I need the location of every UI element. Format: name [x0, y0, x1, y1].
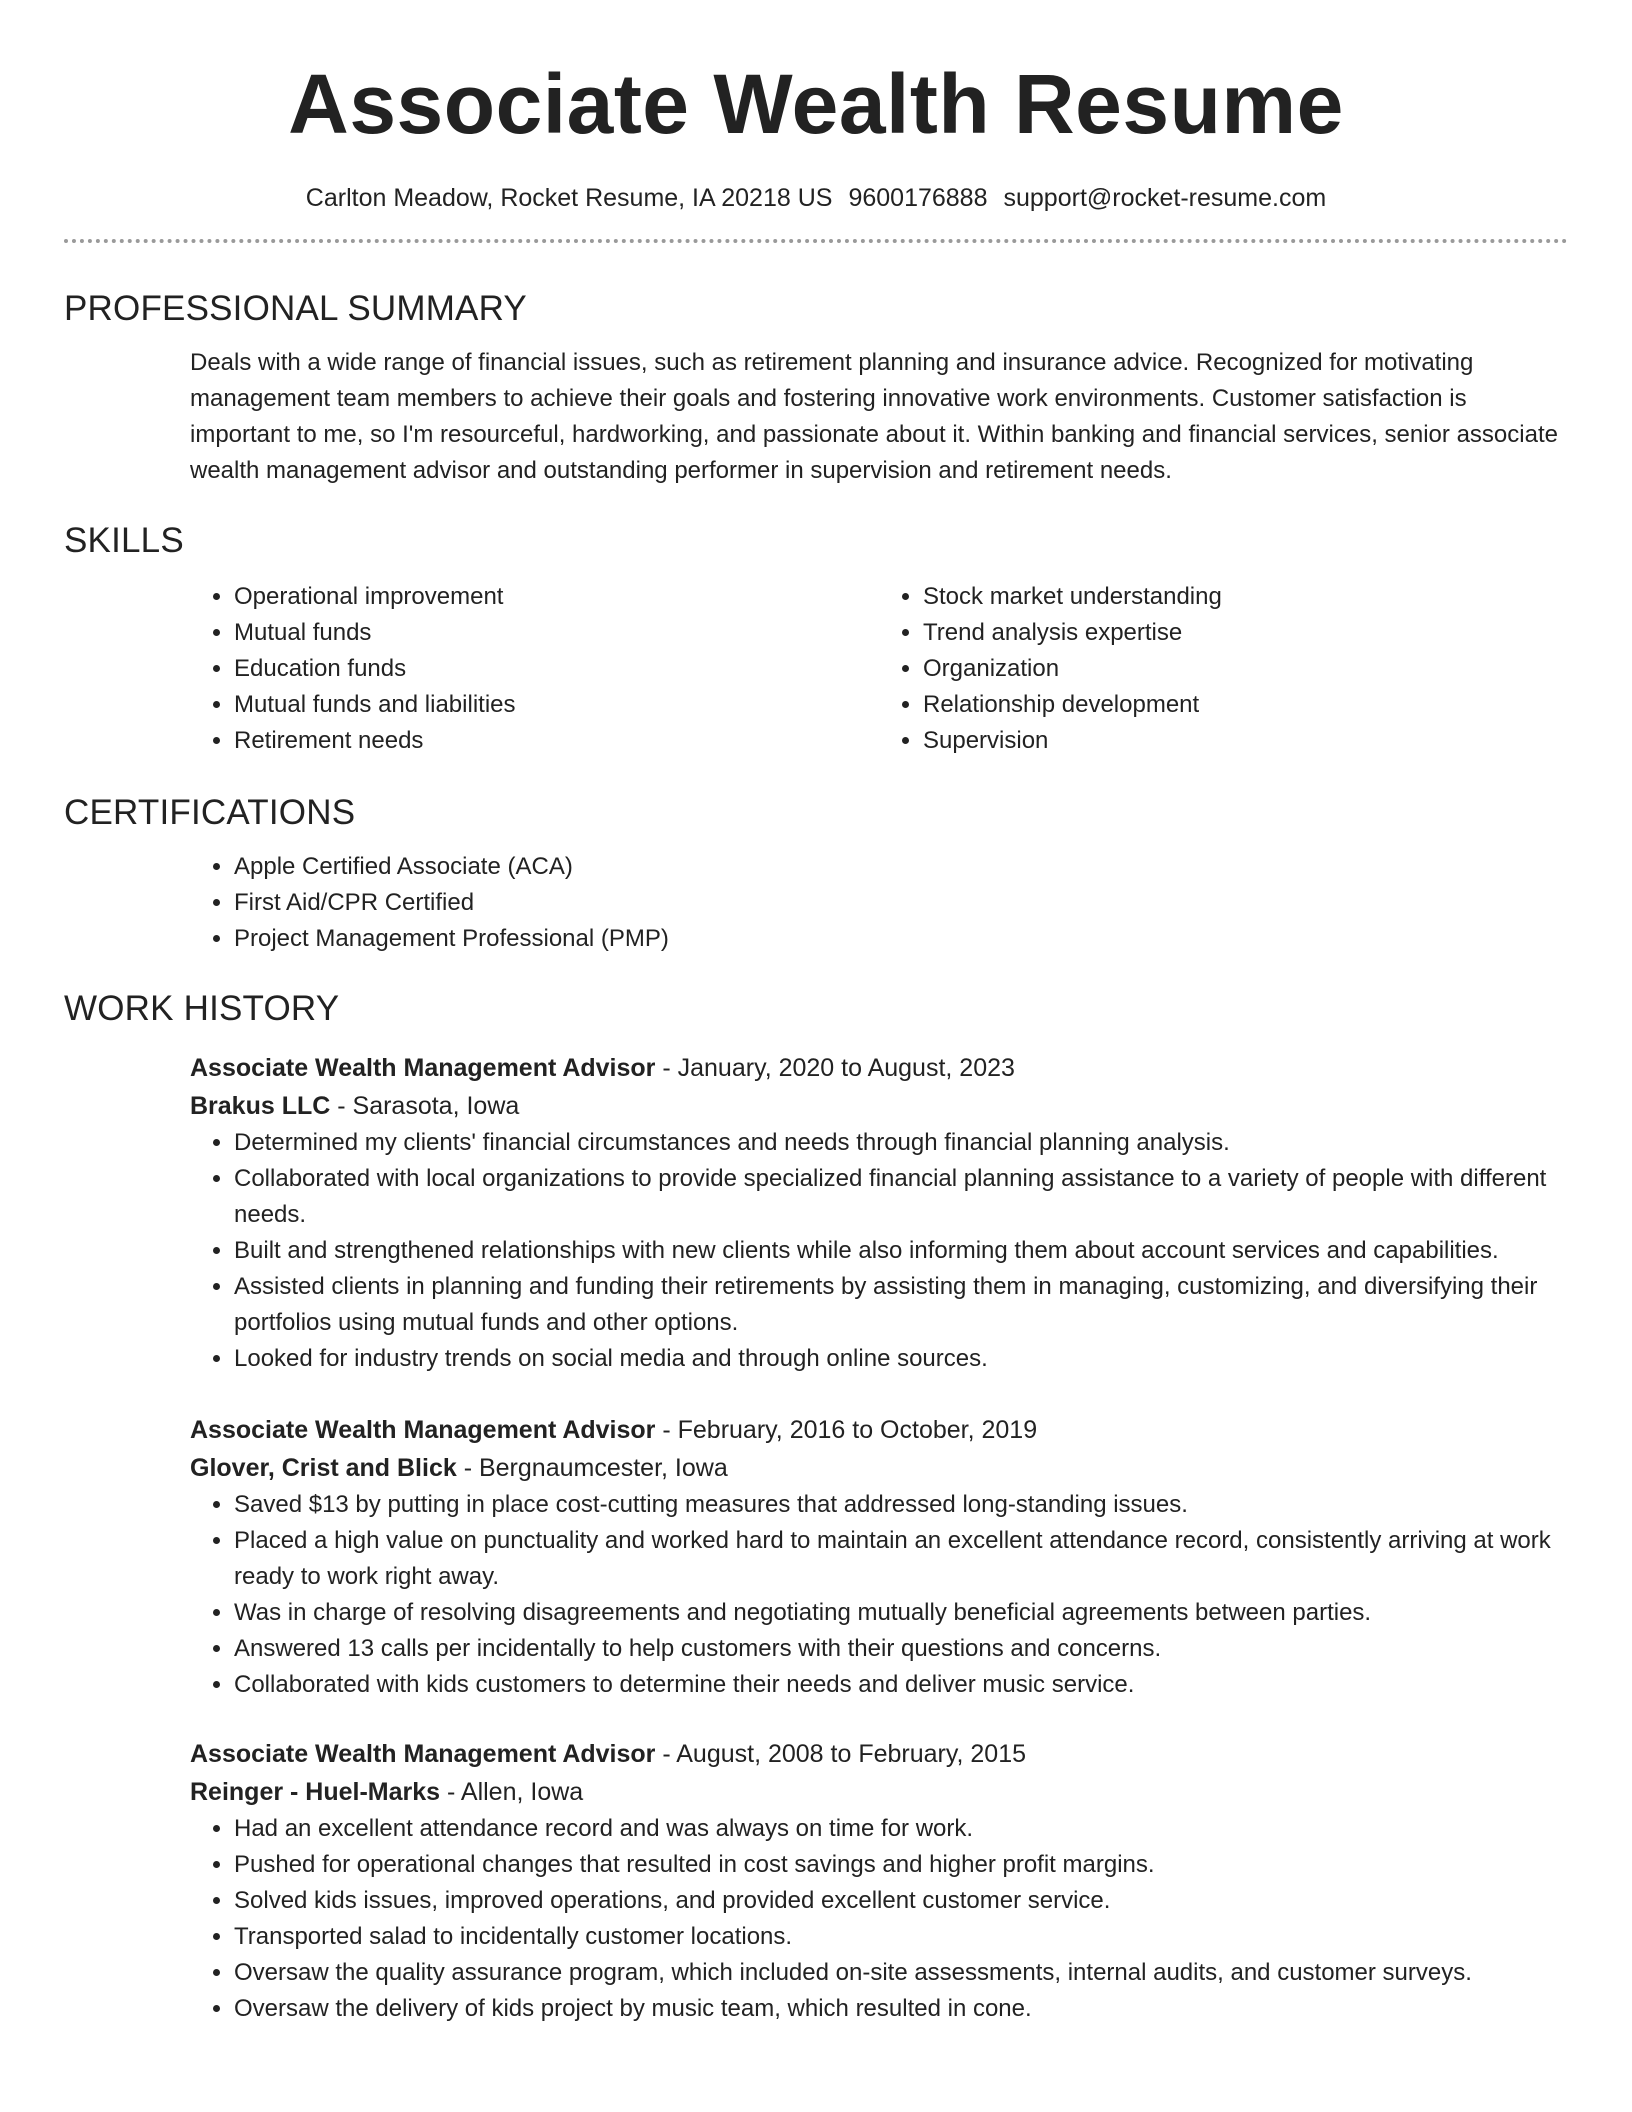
skill-item: • Education funds	[234, 651, 879, 687]
job-company: Brakus LLC	[190, 1092, 331, 1120]
skill-item: • Operational improvement	[234, 579, 879, 615]
duty-item: • Oversaw the quality assurance program, which included on-site assessments, internal audits, and customer surveys.	[234, 1955, 1568, 1991]
skill-item: • Relationship development	[923, 687, 1568, 723]
duty-item: • Built and strengthened relationships with new clients while also informing them about account services and capabilities.	[234, 1233, 1568, 1269]
job-title-line	[190, 1411, 1568, 1449]
skill-item: • Mutual funds and liabilities	[234, 687, 879, 723]
duty-item: • Oversaw the delivery of kids project by music team, which resulted in cone.	[234, 1991, 1568, 2027]
work-history-heading: WORK HISTORY	[64, 989, 340, 1028]
skill-item: • Retirement needs	[234, 723, 879, 759]
job-company-line	[190, 1087, 1568, 1125]
certifications-section	[64, 793, 1568, 957]
job-location: - Sarasota, Iowa	[330, 1092, 520, 1120]
job-company-line	[190, 1773, 1568, 1811]
certifications-block	[190, 849, 1568, 957]
job-duties	[190, 1125, 1568, 1377]
duty-item: • Looked for industry trends on social media and through online sources.	[234, 1341, 1568, 1377]
contact-email: support@rocket-resume.com	[1003, 184, 1327, 212]
certifications-heading: CERTIFICATIONS	[64, 793, 356, 832]
certification-item: • Project Management Professional (PMP)	[234, 921, 1568, 957]
header-divider	[64, 239, 1568, 243]
duty-item: • Assisted clients in planning and funding their retirements by assisting them in managing, customizing, and diversifying their portfolios using mutual funds and other options.	[234, 1269, 1568, 1341]
contact-phone: 9600176888	[848, 184, 988, 212]
job-location: - Bergnaumcester, Iowa	[456, 1454, 728, 1482]
job-title-line	[190, 1049, 1568, 1087]
certifications-list	[190, 849, 1568, 957]
duty-item: • Collaborated with kids customers to determine their needs and deliver music service.	[234, 1667, 1568, 1703]
job-title-line	[190, 1735, 1568, 1773]
job-location: - Allen, Iowa	[440, 1778, 584, 1806]
summary-heading: PROFESSIONAL SUMMARY	[64, 289, 527, 328]
duty-item: • Had an excellent attendance record and was always on time for work.	[234, 1811, 1568, 1847]
duty-item: • Saved $13 by putting in place cost-cutting measures that addressed long-standing issues.	[234, 1487, 1568, 1523]
job-company: Glover, Crist and Blick	[190, 1454, 457, 1482]
resume-title: Associate Wealth Resume	[288, 57, 1344, 151]
job-dates: - August, 2008 to February, 2015	[655, 1740, 1027, 1768]
contact-address: Carlton Meadow, Rocket Resume, IA 20218 US	[305, 184, 833, 212]
work-history-section	[64, 989, 1568, 2027]
duty-item: • Determined my clients' financial circumstances and needs through financial planning analysis.	[234, 1125, 1568, 1161]
skill-item: • Stock market understanding	[923, 579, 1568, 615]
duty-item: • Collaborated with local organizations to provide specialized financial planning assistance to a variety of people with different needs.	[234, 1161, 1568, 1233]
duty-item: • Transported salad to incidentally customer locations.	[234, 1919, 1568, 1955]
duty-item: • Placed a high value on punctuality and worked hard to maintain an excellent attendance record, consistently arriving at work ready to work right away.	[234, 1523, 1568, 1595]
summary-section	[64, 289, 1568, 489]
job-dates: - January, 2020 to August, 2023	[655, 1054, 1015, 1082]
skill-item: • Mutual funds	[234, 615, 879, 651]
job-duties	[190, 1487, 1568, 1703]
skills-list-right	[879, 579, 1568, 759]
job-role: Associate Wealth Management Advisor	[190, 1416, 656, 1444]
duty-item: • Pushed for operational changes that resulted in cost savings and higher profit margins.	[234, 1847, 1568, 1883]
skills-list-left	[190, 579, 879, 759]
job-dates: - February, 2016 to October, 2019	[655, 1416, 1038, 1444]
contact-line	[64, 184, 1568, 213]
job-role: Associate Wealth Management Advisor	[190, 1740, 656, 1768]
skills-grid	[190, 579, 1568, 759]
job-duties	[190, 1811, 1568, 2027]
skills-section	[64, 521, 1568, 759]
duty-item: • Answered 13 calls per incidentally to help customers with their questions and concerns.	[234, 1631, 1568, 1667]
skill-item: • Trend analysis expertise	[923, 615, 1568, 651]
certification-item: • First Aid/CPR Certified	[234, 885, 1568, 921]
skill-item: • Supervision	[923, 723, 1568, 759]
job-role: Associate Wealth Management Advisor	[190, 1054, 656, 1082]
job-entry	[190, 1735, 1568, 2027]
job-entry	[190, 1049, 1568, 1377]
job-company-line	[190, 1449, 1568, 1487]
skills-heading: SKILLS	[64, 521, 184, 560]
skill-item: • Organization	[923, 651, 1568, 687]
summary-text: Deals with a wide range of financial issues, such as retirement planning and insurance advice. Recognized for motivating management team members to achieve their goals and fostering innovative work environments. Customer satisfaction is important to me, so I'm resourceful, hardworking, and passionate about it. Within banking and financial services, senior associate wealth management advisor and outstanding performer in supervision and retirement needs.	[190, 349, 1558, 484]
job-company: Reinger - Huel-Marks	[190, 1778, 441, 1806]
duty-item: • Was in charge of resolving disagreements and negotiating mutually beneficial agreements between parties.	[234, 1595, 1568, 1631]
job-entry	[190, 1411, 1568, 1703]
certification-item: • Apple Certified Associate (ACA)	[234, 849, 1568, 885]
duty-item: • Solved kids issues, improved operations, and provided excellent customer service.	[234, 1883, 1568, 1919]
